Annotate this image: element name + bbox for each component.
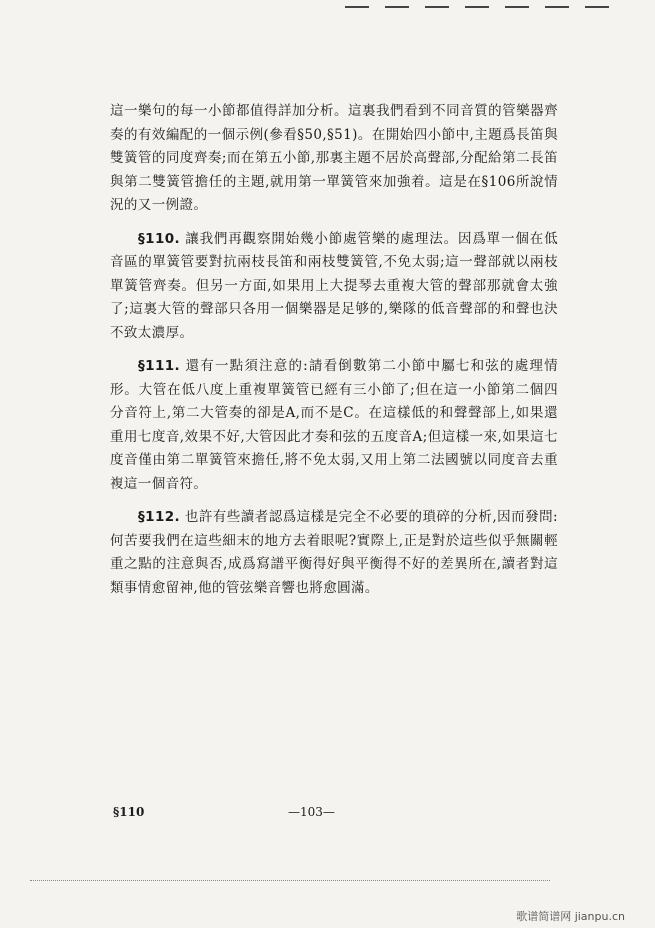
section-number: §111. [138, 358, 181, 374]
section-number: §112. [138, 509, 181, 525]
paragraph-111 [110, 355, 558, 496]
page-number: —103— [288, 805, 335, 819]
scan-artifact-line [30, 880, 550, 882]
paragraph-intro [110, 100, 558, 218]
scan-mark [545, 6, 569, 8]
scan-mark [345, 6, 369, 8]
footer-section-ref: §110 [113, 805, 145, 819]
paragraph-112 [110, 506, 558, 600]
paragraph-110 [110, 228, 558, 346]
page-footer [113, 805, 553, 825]
scan-mark [385, 6, 409, 8]
paragraph-text: 讓我們再觀察開始幾小節處管樂的處理法。因爲單一個在低音區的單簧管要對抗兩枝長笛和兩枝雙簧管,不免太弱;這一聲部就以兩枝單簧管齊奏。但另一方面,如果用上大提琴去重複大管的聲部那就會太強了;這裏大管的聲部只各用一個樂器是足够的,樂隊的低音聲部的和聲也決不致太濃厚。 [110, 230, 558, 341]
scan-mark [505, 6, 529, 8]
page-body [110, 100, 558, 610]
paragraph-text: 還有一點須注意的:請看倒數第二小節中屬七和弦的處理情形。大管在低八度上重複單簧管已經有三小節了;但在這一小節第二個四分音符上,第二大管奏的卻是A,而不是C。在這樣低的和聲聲部上,如果還重用七度音,效果不好,大管因此才奏和弦的五度音A;但這樣一來,如果這七度音僅由第二單簧管來擔任,將不免太弱,又用上第二法國號以同度音去重複這一個音符。 [110, 358, 558, 492]
scan-mark [465, 6, 489, 8]
scan-mark [425, 6, 449, 8]
paragraph-text: 這一樂句的每一小節都值得詳加分析。這裏我們看到不同音質的管樂器齊奏的有效編配的一個示例(參看§50,§51)。在開始四小節中,主題爲長笛與雙簧管的同度齊奏;而在第五小節,那裏主題不居於高聲部,分配給第二長笛與第二雙簧管擔任的主題,就用第一單簧管來加強着。這是在§106所說情況的又一例證。 [110, 103, 558, 213]
watermark: 歌谱简谱网 jianpu.cn [516, 910, 625, 923]
section-number: §110. [138, 230, 181, 247]
paragraph-text: 也許有些讀者認爲這樣是完全不必要的瑣碎的分析,因而發問:何苦要我們在這些細末的地方去着眼呢?實際上,正是對於這些似乎無關輕重之點的注意與否,成爲寫譜平衡得好與平衡得不好的差異所在,讀者對這類事情愈留神,他的管弦樂音響也將愈圓滿。 [110, 509, 558, 596]
scan-mark [585, 6, 609, 8]
scan-edge-marks [345, 0, 645, 14]
